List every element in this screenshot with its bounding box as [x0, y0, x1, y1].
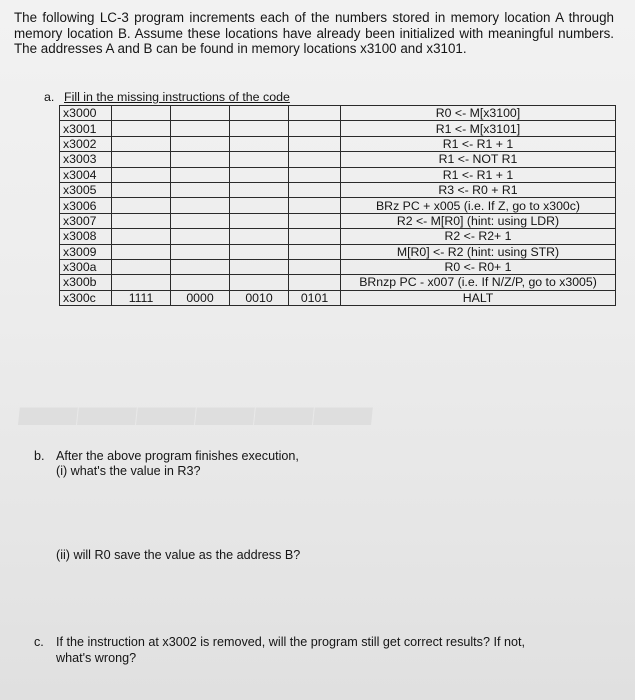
instruction-description-cell: R0 <- M[x3100]: [341, 106, 616, 121]
table-row: [60, 106, 616, 121]
instruction-bits-cell: [289, 213, 341, 228]
instruction-bits-cell: [112, 167, 171, 182]
instruction-bits-cell: [289, 198, 341, 213]
instruction-bits-cell: [230, 229, 289, 244]
instruction-table: [59, 105, 616, 306]
instruction-bits-cell: [171, 152, 230, 167]
address-cell: x3006: [60, 198, 112, 213]
instruction-bits-cell: [289, 229, 341, 244]
part-a-heading: [44, 90, 290, 104]
instruction-description-cell: M[R0] <- R2 (hint: using STR): [341, 244, 616, 259]
part-c-line-1: If the instruction at x3002 is removed, will the program still get correct results? If not,: [56, 635, 525, 649]
table-row: [60, 121, 616, 136]
instruction-description-cell: R1 <- NOT R1: [341, 152, 616, 167]
instruction-bits-cell: [289, 244, 341, 259]
part-a-label: a.: [44, 90, 55, 104]
address-cell: x3002: [60, 136, 112, 151]
instruction-bits-cell: [230, 213, 289, 228]
table-row: [60, 259, 616, 274]
table-row: [60, 290, 616, 305]
instruction-description-cell: R2 <- R2+ 1: [341, 229, 616, 244]
instruction-bits-cell: [289, 121, 341, 136]
instruction-bits-cell: [289, 259, 341, 274]
instruction-description-cell: R1 <- R1 + 1: [341, 167, 616, 182]
instruction-description-cell: R3 <- R0 + R1: [341, 182, 616, 197]
address-cell: x300b: [60, 275, 112, 290]
instruction-bits-cell: [230, 182, 289, 197]
watermark: ▬▬▬▬▬▬: [16, 373, 378, 438]
instruction-bits-cell: [171, 244, 230, 259]
part-b-text: After the above program finishes execution,: [56, 449, 299, 463]
instruction-bits-cell: [171, 106, 230, 121]
instruction-bits-cell: [289, 275, 341, 290]
instruction-bits-cell: [171, 259, 230, 274]
instruction-bits-cell: [171, 182, 230, 197]
part-b: [34, 449, 299, 479]
instruction-bits-cell: [230, 275, 289, 290]
instruction-bits-cell: [112, 106, 171, 121]
instruction-bits-cell: [112, 136, 171, 151]
instruction-bits-cell: 0101: [289, 290, 341, 305]
instruction-bits-cell: [230, 167, 289, 182]
instruction-bits-cell: [112, 198, 171, 213]
instruction-bits-cell: 0010: [230, 290, 289, 305]
table-row: [60, 152, 616, 167]
instruction-bits-cell: [171, 275, 230, 290]
instruction-bits-cell: [112, 213, 171, 228]
instruction-bits-cell: [230, 152, 289, 167]
part-c-label: c.: [34, 635, 44, 649]
part-b-question-2: (ii) will R0 save the value as the address B?: [56, 548, 301, 562]
table-row: [60, 213, 616, 228]
instruction-bits-cell: [230, 136, 289, 151]
instruction-bits-cell: [112, 244, 171, 259]
instruction-description-cell: R1 <- R1 + 1: [341, 136, 616, 151]
instruction-bits-cell: [230, 106, 289, 121]
table-row: [60, 244, 616, 259]
instruction-bits-cell: [112, 152, 171, 167]
address-cell: x3007: [60, 213, 112, 228]
instruction-bits-cell: [112, 229, 171, 244]
instruction-description-cell: HALT: [341, 290, 616, 305]
instruction-bits-cell: [230, 259, 289, 274]
instruction-bits-cell: [230, 244, 289, 259]
instruction-bits-cell: [289, 182, 341, 197]
instruction-bits-cell: [112, 121, 171, 136]
instruction-bits-cell: [289, 152, 341, 167]
part-b-label: b.: [34, 449, 45, 463]
instruction-bits-cell: [171, 213, 230, 228]
part-a-text: Fill in the missing instructions of the code: [64, 90, 290, 104]
instruction-bits-cell: [112, 259, 171, 274]
instruction-bits-cell: [289, 136, 341, 151]
part-c: [34, 634, 624, 666]
address-cell: x3005: [60, 182, 112, 197]
instruction-bits-cell: [171, 121, 230, 136]
instruction-bits-cell: [171, 198, 230, 213]
instruction-bits-cell: [171, 229, 230, 244]
instruction-bits-cell: 0000: [171, 290, 230, 305]
address-cell: x300a: [60, 259, 112, 274]
address-cell: x3000: [60, 106, 112, 121]
instruction-bits-cell: [171, 167, 230, 182]
instruction-bits-cell: [230, 198, 289, 213]
table-row: [60, 229, 616, 244]
address-cell: x3004: [60, 167, 112, 182]
instruction-bits-cell: [289, 106, 341, 121]
part-c-line-2: what's wrong?: [56, 651, 137, 665]
instruction-description-cell: R2 <- M[R0] (hint: using LDR): [341, 213, 616, 228]
address-cell: x3003: [60, 152, 112, 167]
address-cell: x3009: [60, 244, 112, 259]
table-row: [60, 275, 616, 290]
instruction-bits-cell: [289, 167, 341, 182]
instruction-bits-cell: [112, 275, 171, 290]
instruction-description-cell: R1 <- M[x3101]: [341, 121, 616, 136]
instruction-bits-cell: 1111: [112, 290, 171, 305]
table-row: [60, 182, 616, 197]
instruction-description-cell: R0 <- R0+ 1: [341, 259, 616, 274]
instruction-description-cell: BRnzp PC - x007 (i.e. If N/Z/P, go to x3005): [341, 275, 616, 290]
intro-paragraph: The following LC-3 program increments each of the numbers stored in memory location A through memory location B. Assume these locations have already been initialized with meaningful numbers. The addresses A and B can be found in memory locations x3100 and x3101.: [14, 10, 614, 56]
part-b-question-1: (i) what's the value in R3?: [56, 464, 201, 478]
address-cell: x3001: [60, 121, 112, 136]
instruction-bits-cell: [230, 121, 289, 136]
instruction-description-cell: BRz PC + x005 (i.e. If Z, go to x300c): [341, 198, 616, 213]
table-row: [60, 198, 616, 213]
address-cell: x3008: [60, 229, 112, 244]
table-row: [60, 136, 616, 151]
table-row: [60, 167, 616, 182]
address-cell: x300c: [60, 290, 112, 305]
instruction-table-body: [60, 106, 616, 306]
instruction-bits-cell: [171, 136, 230, 151]
instruction-bits-cell: [112, 182, 171, 197]
